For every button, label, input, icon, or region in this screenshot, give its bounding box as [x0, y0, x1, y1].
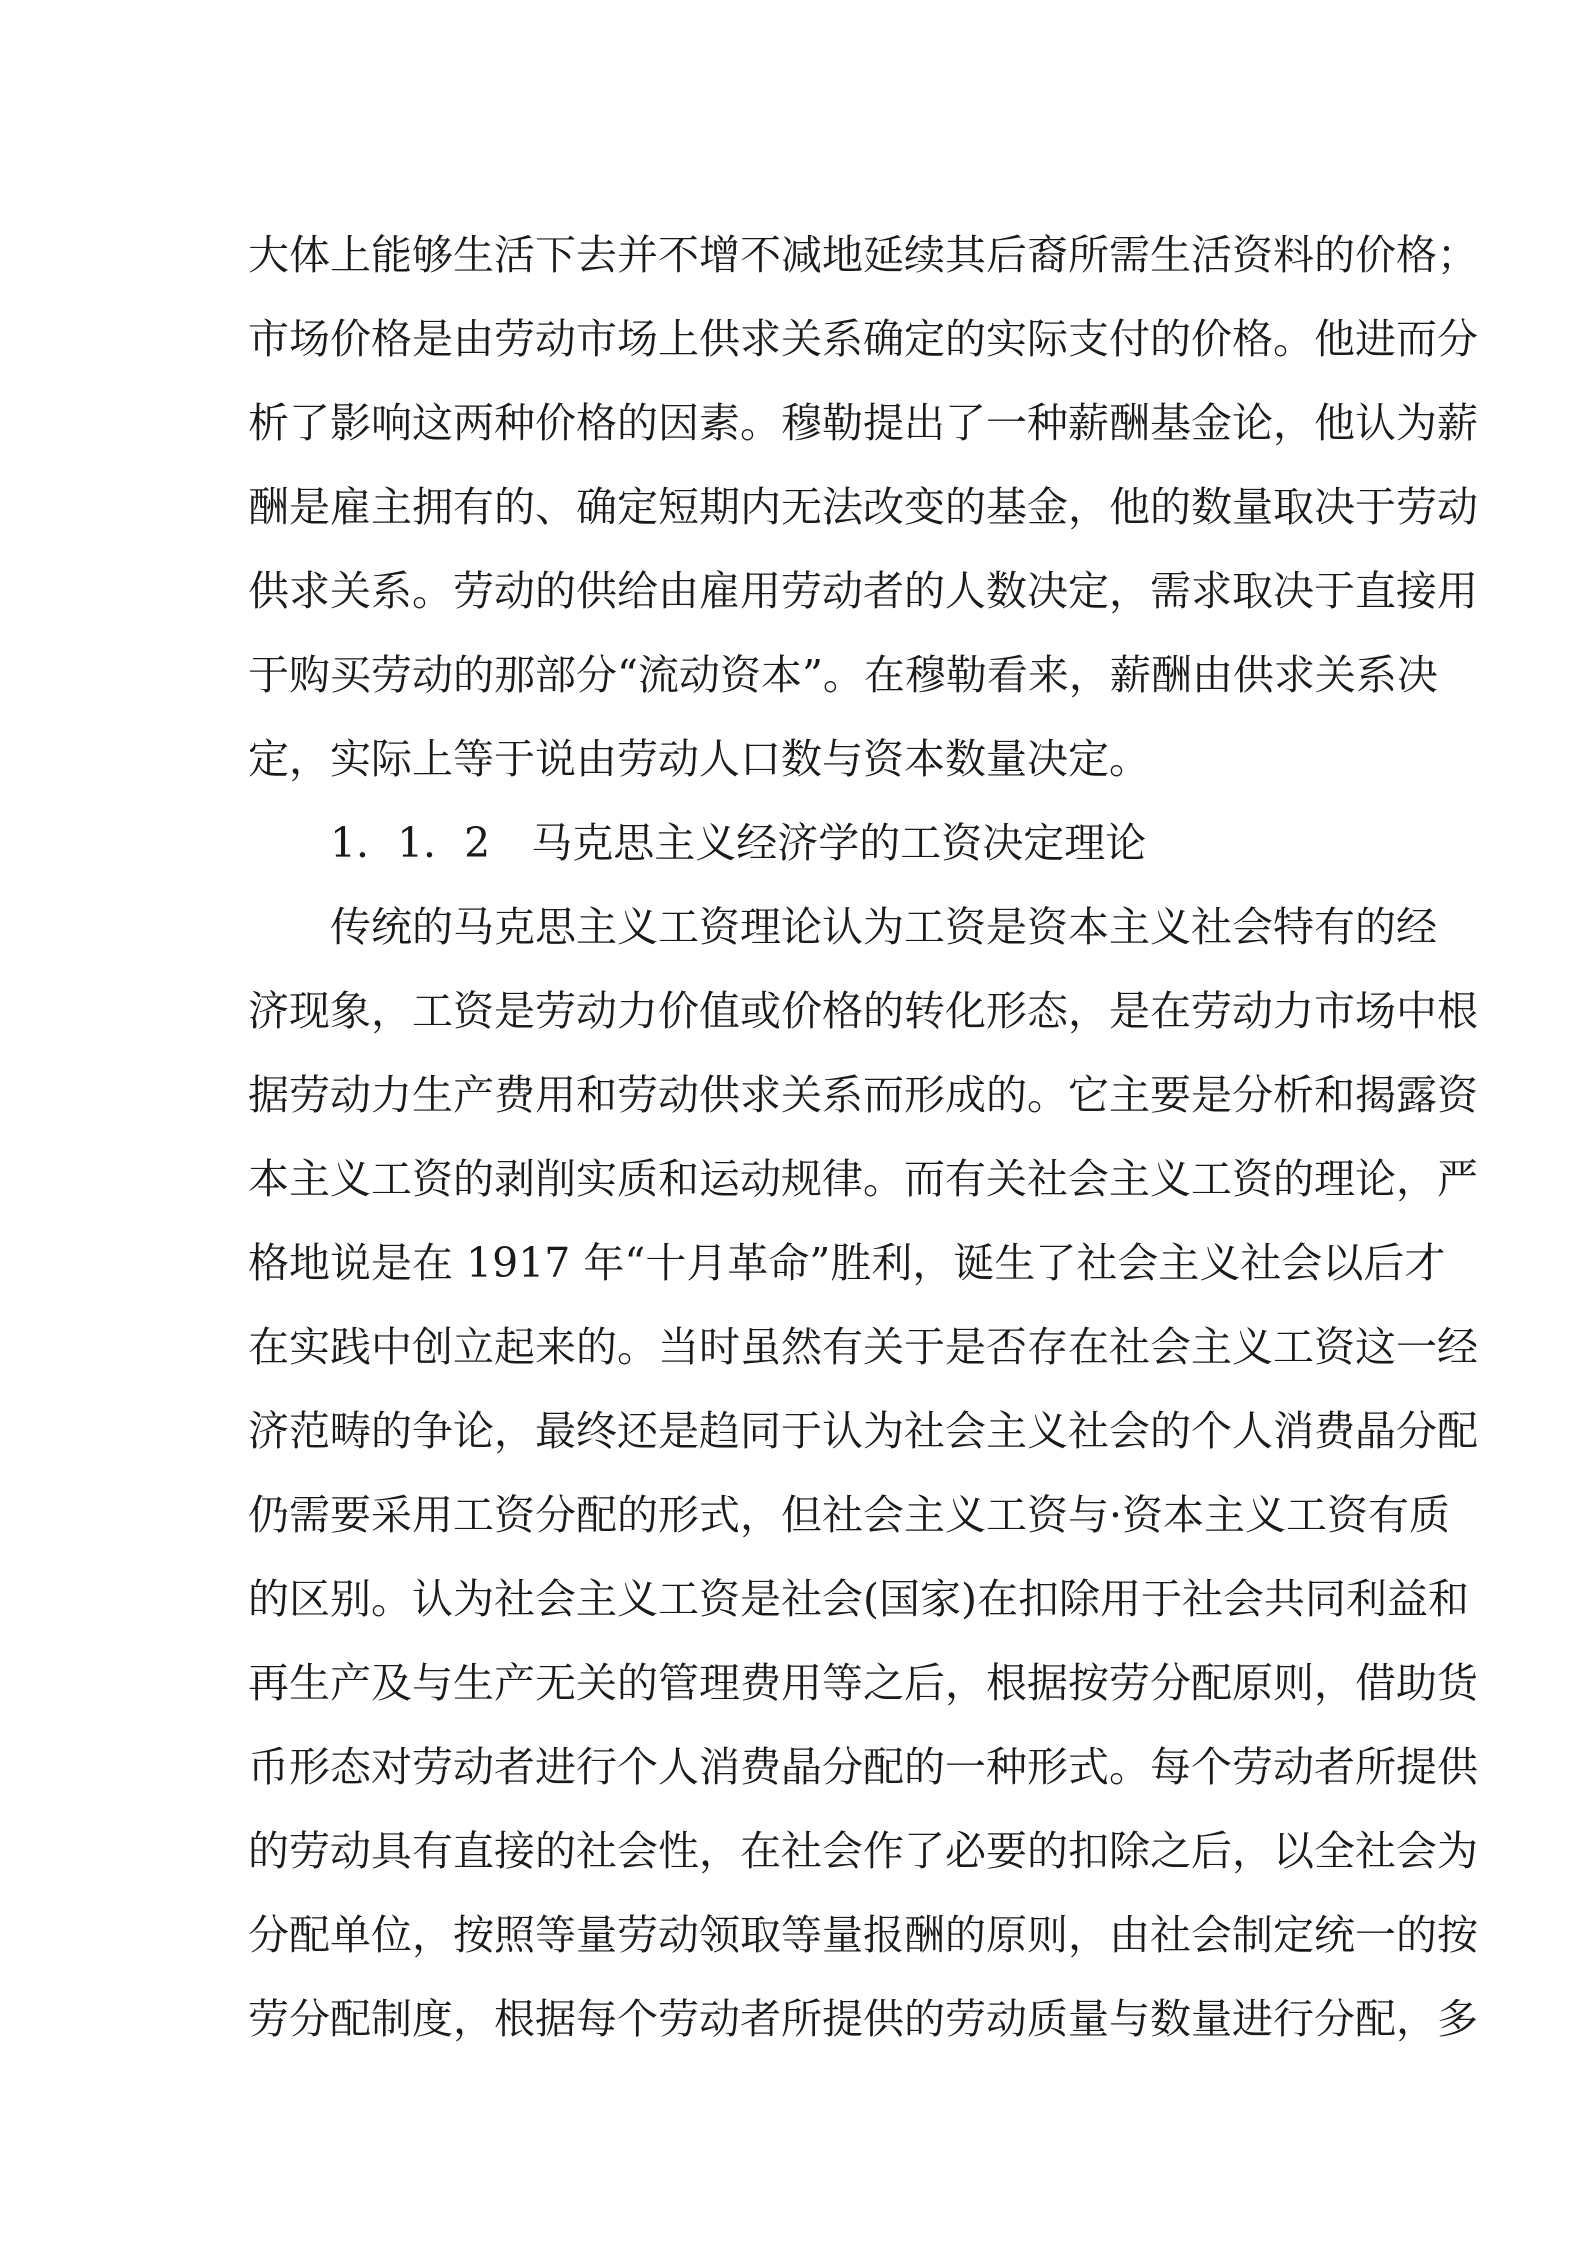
text-line: 市场价格是由劳动市场上供求关系确定的实际支付的价格。他进而分: [248, 315, 1478, 363]
text-line: 济范畴的争论，最终还是趋同于认为社会主义社会的个人消费晶分配: [248, 1407, 1478, 1455]
text-line: 在实践中创立起来的。当时虽然有关于是否存在社会主义工资这一经: [248, 1323, 1478, 1371]
text-line: 格地说是在 1917 年“十月革命”胜利，诞生了社会主义社会以后才: [248, 1239, 1446, 1287]
body-text: [248, 213, 1478, 2061]
text-line: 酬是雇主拥有的、确定短期内无法改变的基金，他的数量取决于劳动: [248, 483, 1478, 531]
text-line: 仍需要采用工资分配的形式，但社会主义工资与·资本主义工资有质: [248, 1491, 1451, 1539]
text-line: 劳分配制度，根据每个劳动者所提供的劳动质量与数量进行分配，多: [248, 1995, 1478, 2043]
text-line: 传统的马克思主义工资理论认为工资是资本主义社会特有的经: [330, 903, 1437, 951]
text-line: 的劳动具有直接的社会性，在社会作了必要的扣除之后，以全社会为: [248, 1827, 1478, 1875]
text-line: 济现象，工资是劳动力价值或价格的转化形态，是在劳动力市场中根: [248, 987, 1478, 1035]
section-heading: 1．1．2 马克思主义经济学的工资决定理论: [330, 819, 1147, 867]
text-line: 分配单位，按照等量劳动领取等量报酬的原则，由社会制定统一的按: [248, 1911, 1478, 1959]
text-line: 本主义工资的剥削实质和运动规律。而有关社会主义工资的理论，严: [248, 1155, 1478, 1203]
text-line: 析了影响这两种价格的因素。穆勒提出了一种薪酬基金论，他认为薪: [248, 399, 1478, 447]
text-line: 再生产及与生产无关的管理费用等之后，根据按劳分配原则，借助货: [248, 1659, 1478, 1707]
text-line: 大体上能够生活下去并不增不减地延续其后裔所需生活资料的价格；: [248, 231, 1478, 279]
text-line: 币形态对劳动者进行个人消费晶分配的一种形式。每个劳动者所提供: [248, 1743, 1478, 1791]
text-line: 定，实际上等于说由劳动人口数与资本数量决定。: [248, 735, 1150, 783]
text-line: 于购买劳动的那部分“流动资本”。在穆勒看来，薪酬由供求关系决: [248, 651, 1438, 699]
text-line: 的区别。认为社会主义工资是社会(国家)在扣除用于社会共同利益和: [248, 1575, 1469, 1623]
text-line: 据劳动力生产费用和劳动供求关系而形成的。它主要是分析和揭露资: [248, 1071, 1478, 1119]
text-line: 供求关系。劳动的供给由雇用劳动者的人数决定，需求取决于直接用: [248, 567, 1478, 615]
